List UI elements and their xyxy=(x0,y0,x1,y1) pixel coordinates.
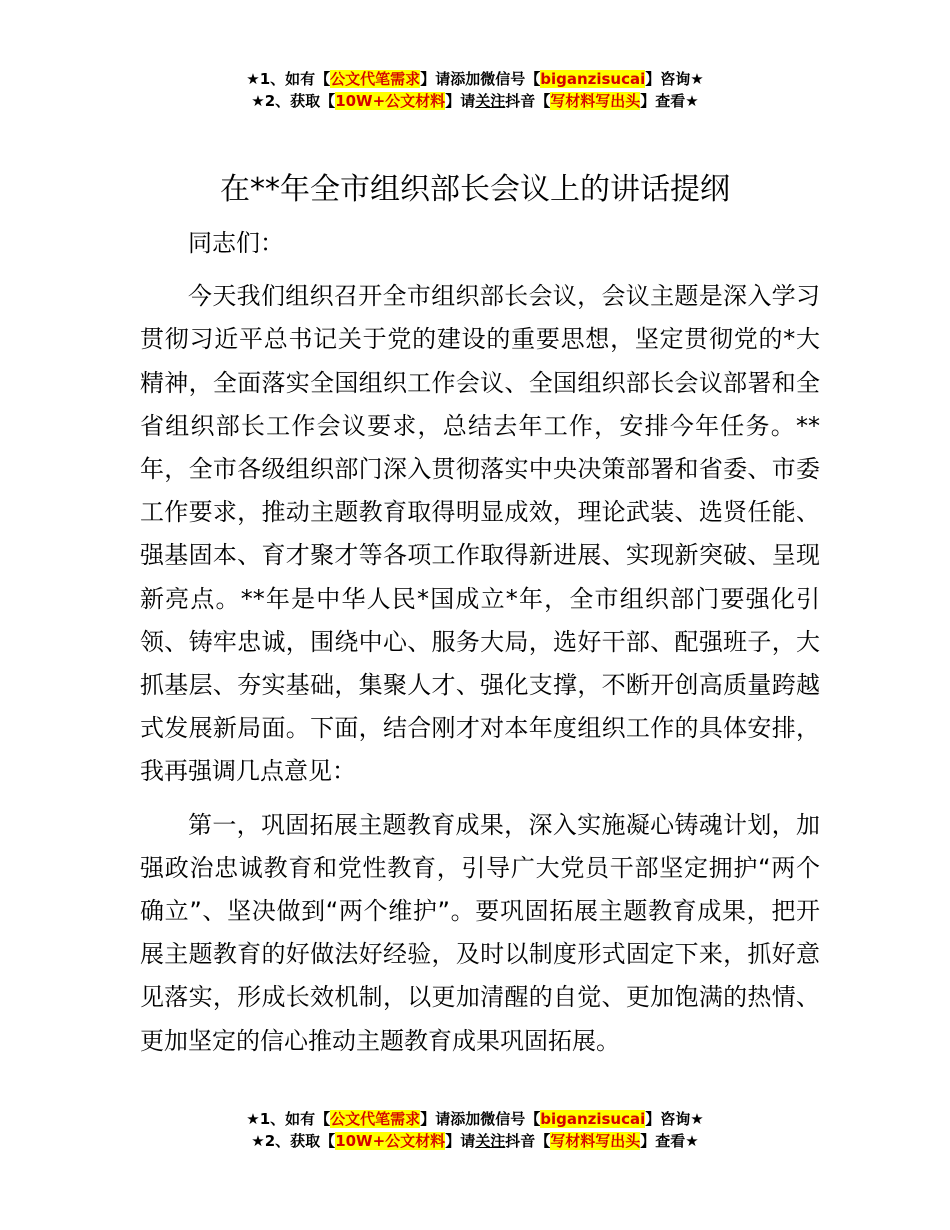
promo-highlight: 10W+公文材料 xyxy=(335,1132,446,1150)
promo-text: 】查看★ xyxy=(640,92,699,110)
promo-line-2 xyxy=(0,1130,950,1152)
promo-highlight: 10W+公文材料 xyxy=(335,92,446,110)
promo-text: ★2、获取【 xyxy=(251,92,336,110)
promo-text: 】请 xyxy=(445,1132,476,1150)
promo-line-1 xyxy=(0,1108,950,1130)
promo-banner-bottom xyxy=(0,1108,950,1152)
promo-text: 抖音【 xyxy=(505,1132,551,1150)
promo-text: 】请 xyxy=(445,92,476,110)
promo-text: ★2、获取【 xyxy=(251,1132,336,1150)
promo-text: 】请添加微信号【 xyxy=(420,1110,541,1128)
promo-line-2 xyxy=(0,90,950,112)
promo-text: 】咨询★ xyxy=(645,1110,704,1128)
promo-line-1 xyxy=(0,68,950,90)
paragraph: 第一，巩固拓展主题教育成果，深入实施凝心铸魂计划，加强政治忠诚教育和党性教育，引导广大党员干部坚定拥护“两个确立”、坚决做到“两个维护”。要巩固拓展主题教育成果，把开展主题教育的好做法好经验，及时以制度形式固定下来，抓好意见落实，形成长效机制，以更加清醒的自觉、更加饱满的热情、更加坚定的信心推动主题教育成果巩固拓展。 xyxy=(140,810,820,1055)
document-title: 在**年全市组织部长会议上的讲话提纲 xyxy=(220,172,730,207)
promo-text: 】请添加微信号【 xyxy=(420,70,541,88)
promo-highlight: biganzisucai xyxy=(540,1110,646,1128)
paragraph: 今天我们组织召开全市组织部长会议，会议主题是深入学习贯彻习近平总书记关于党的建设的重要思想，坚定贯彻党的*大精神，全面落实全国组织工作会议、全国组织部长会议部署和全省组织部长工作会议要求，总结去年工作，安排今年任务。**年，全市各级组织部门深入贯彻落实中央决策部署和省委、市委工作要求，推动主题教育取得明显成效，理论武装、选贤任能、强基固本、育才聚才等各项工作取得新进展、实现新突破、呈现新亮点。**年是中华人民*国成立*年，全市组织部门要强化引领、铸牢忠诚，围绕中心、服务大局，选好干部、配强班子，大抓基层、夯实基础，集聚人才、强化支撑，不断开创高质量跨越式发展新局面。下面，结合刚才对本年度组织工作的具体安排，我再强调几点意见： xyxy=(140,282,820,786)
promo-text: 】咨询★ xyxy=(645,70,704,88)
promo-text: ★1、如有【 xyxy=(246,70,331,88)
promo-text: ★1、如有【 xyxy=(246,1110,331,1128)
promo-text: 抖音【 xyxy=(505,92,551,110)
promo-highlight: 公文代笔需求 xyxy=(330,70,421,88)
promo-highlight: 写材料写出头 xyxy=(550,1132,641,1150)
promo-banner-top xyxy=(0,68,950,112)
document-body xyxy=(140,222,820,1073)
greeting: 同志们： xyxy=(188,229,284,257)
promo-text: 】查看★ xyxy=(640,1132,699,1150)
promo-highlight: 公文代笔需求 xyxy=(330,1110,421,1128)
promo-highlight: biganzisucai xyxy=(540,70,646,88)
promo-highlight: 写材料写出头 xyxy=(550,92,641,110)
promo-underlined: 关注 xyxy=(475,1132,506,1150)
promo-underlined: 关注 xyxy=(475,92,506,110)
